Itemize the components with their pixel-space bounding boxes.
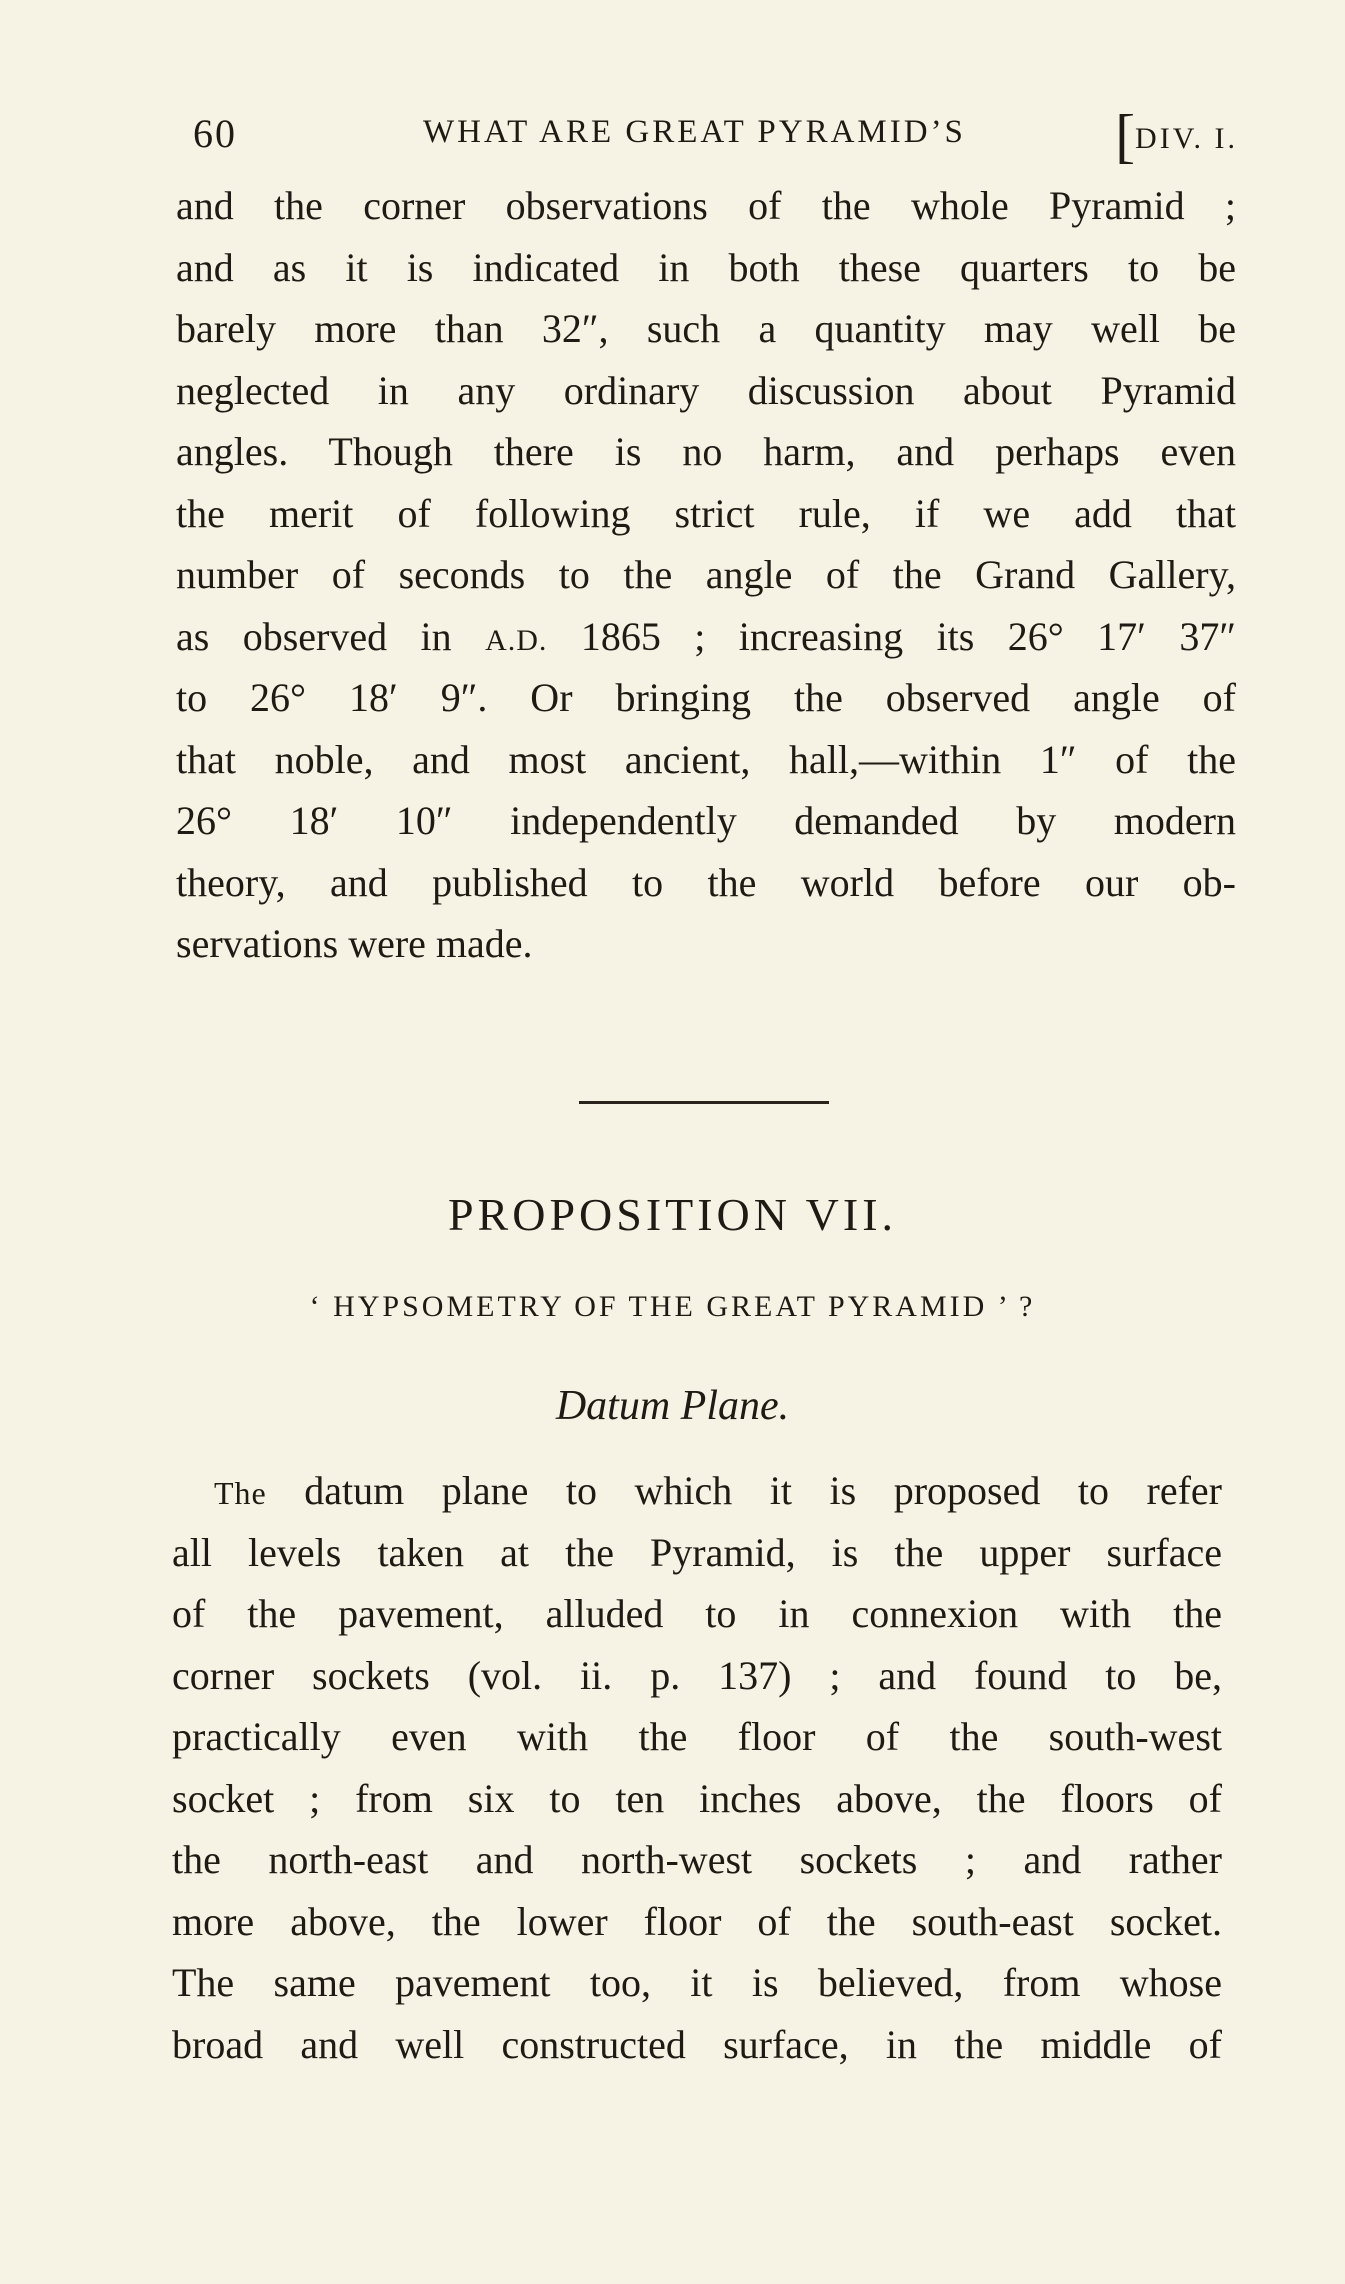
text-line: practically even with the floor of the south-west (172, 1714, 1222, 1759)
opening-word: The (214, 1475, 267, 1511)
text-line: The datum plane to which it is proposed to refer (214, 1468, 1222, 1513)
text-line: neglected in any ordinary discussion about Pyramid (176, 367, 1236, 413)
text-line: to 26° 18′ 9″. Or bringing the observed angle of (176, 675, 1236, 720)
text-line: broad and well constructed surface, in the middle of (172, 2021, 1222, 2067)
text-line: servations were made. (176, 921, 533, 966)
text-line: theory, and published to the world before our ob- (176, 859, 1236, 905)
text-line: of the pavement, alluded to in connexion with the (172, 1591, 1222, 1636)
text-line: angles. Though there is no harm, and perhaps even (176, 429, 1236, 474)
running-title: WHAT ARE GREAT PYRAMID’S (423, 114, 966, 150)
text-line: all levels taken at the Pyramid, is the upper surface (172, 1529, 1222, 1575)
text-line: the merit of following strict rule, if we add that (176, 490, 1236, 536)
text-line: more above, the lower floor of the south-east socket. (172, 1898, 1222, 1944)
text-line: The same pavement too, it is believed, from whose (172, 1960, 1222, 2005)
text-line: corner sockets (vol. ii. p. 137) ; and found to be, (172, 1652, 1222, 1698)
running-head (193, 103, 1238, 169)
text-line: number of seconds to the angle of the Grand Gallery, (176, 552, 1236, 597)
text-line: as observed in A.D. 1865 ; increasing its 26° 17′ 37″ (176, 613, 1237, 659)
text-line: the north-east and north-west sockets ; and rather (172, 1837, 1222, 1882)
proposition-heading: PROPOSITION VII. (447, 1189, 898, 1240)
era-abbrev: A.D. (485, 623, 548, 657)
text-line: 26° 18′ 10″ independently demanded by modern (176, 798, 1236, 843)
text-line: socket ; from six to ten inches above, the floors of (172, 1775, 1222, 1821)
division-marker: [DIV. I. (1115, 103, 1238, 169)
section-title: Datum Plane. (555, 1383, 790, 1429)
text-line: that noble, and most ancient, hall,—within 1″ of the (176, 736, 1236, 782)
proposition-subtitle: ‘ HYPSOMETRY OF THE GREAT PYRAMID ’ ? (309, 1290, 1036, 1323)
section-divider (579, 1101, 829, 1104)
page-number: 60 (193, 111, 237, 156)
paragraph-2 (172, 1460, 1222, 2075)
text-line: barely more than 32″, such a quantity may well be (176, 306, 1236, 351)
paragraph-1 (176, 175, 1236, 975)
text-line: and the corner observations of the whole Pyramid ; (176, 183, 1236, 228)
text-line: and as it is indicated in both these quarters to be (176, 244, 1236, 290)
